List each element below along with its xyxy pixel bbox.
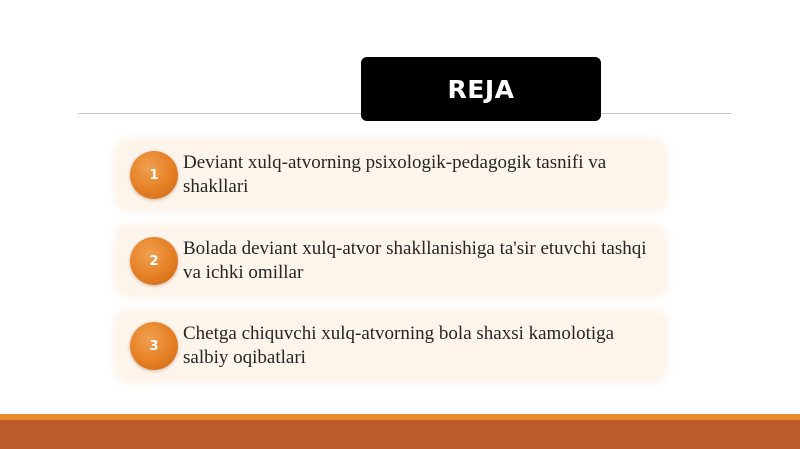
agenda-item-text: Bolada deviant xulq-atvor shakllanishiga ta'sir etuvchi tashqi va ichki omillar xyxy=(183,238,647,283)
number-badge xyxy=(130,322,178,370)
agenda-item-2 xyxy=(118,228,664,294)
number-label: 2 xyxy=(149,253,159,269)
agenda-item-3 xyxy=(118,313,664,379)
number-label: 1 xyxy=(149,167,159,183)
number-badge xyxy=(130,151,178,199)
agenda-item-text: Deviant xulq-atvorning psixologik-pedagogik tasnifi va shakllari xyxy=(183,152,607,197)
agenda-item-1 xyxy=(118,142,664,208)
slide-title: REJA xyxy=(447,74,515,104)
number-badge xyxy=(130,237,178,285)
agenda-item-text: Chetga chiquvchi xulq-atvorning bola shaxsi kamolotiga salbiy oqibatlari xyxy=(183,323,615,368)
title-box xyxy=(361,57,601,121)
footer-band xyxy=(0,420,800,449)
number-label: 3 xyxy=(149,338,159,354)
